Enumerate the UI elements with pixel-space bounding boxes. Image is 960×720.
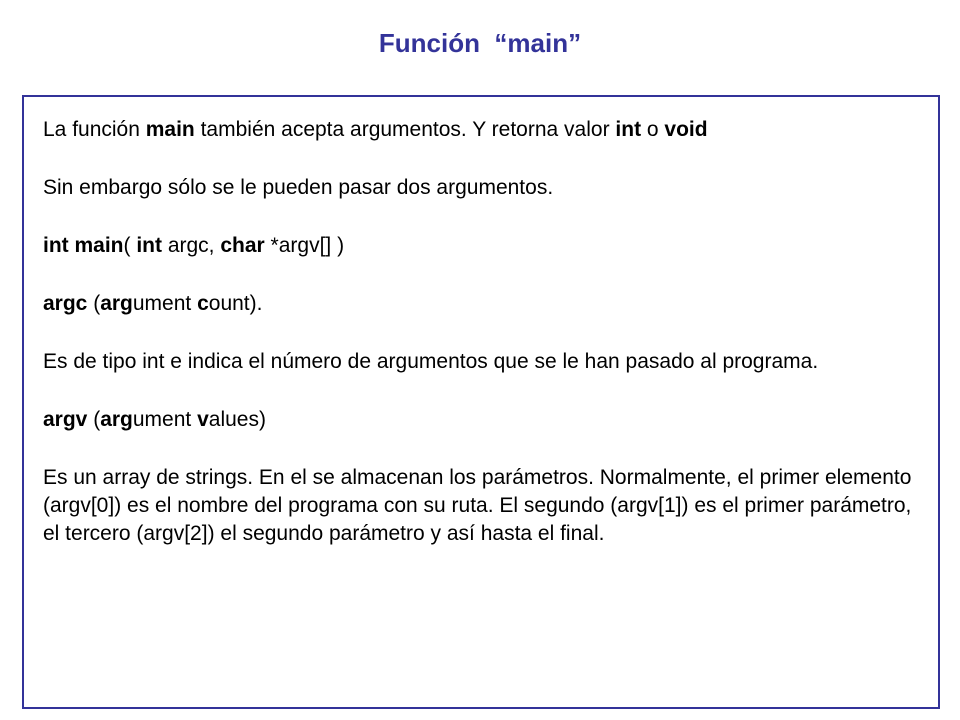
keyword-char: char bbox=[220, 234, 265, 257]
paragraph-argc bbox=[43, 290, 923, 318]
keyword-argv: argv bbox=[43, 408, 88, 431]
paragraph-argv-desc: Es un array de strings. En el se almacenan los parámetros. Normalmente, el primer elemento (argv[0]) es el nombre del programa con su ruta. El segundo (argv[1]) es el primer parámetro, el tercero (argv[2]) el segundo parámetro y así hasta el final. bbox=[43, 466, 912, 545]
keyword-void: void bbox=[664, 118, 708, 141]
emphasis-c: c bbox=[197, 292, 209, 315]
text-segment: ument bbox=[132, 292, 198, 315]
text-segment: o bbox=[641, 118, 665, 141]
keyword-int: int bbox=[136, 234, 162, 257]
text-segment: alues) bbox=[208, 408, 266, 431]
text-segment: La función bbox=[43, 118, 146, 141]
paragraph-argc-desc: Es de tipo int e indica el número de argumentos que se le han pasado al programa. bbox=[43, 350, 819, 373]
emphasis-arg: arg bbox=[100, 292, 133, 315]
keyword-argc: argc bbox=[43, 292, 88, 315]
paragraph-argv bbox=[43, 406, 923, 434]
text-segment: ument bbox=[132, 408, 198, 431]
paragraph-main-args bbox=[43, 116, 923, 144]
paragraph-two-args: Sin embargo sólo se le pueden pasar dos argumentos. bbox=[43, 176, 554, 199]
slide-content bbox=[43, 116, 923, 578]
slide-title: Función “main” bbox=[378, 28, 582, 58]
text-segment: ( bbox=[87, 292, 101, 315]
text-segment: ( bbox=[87, 408, 101, 431]
keyword-int: int bbox=[615, 118, 642, 141]
keyword-main: main bbox=[145, 118, 195, 141]
text-segment: ( bbox=[123, 234, 137, 257]
text-segment: también acepta argumentos. Y retorna valor bbox=[194, 118, 616, 141]
paragraph-signature bbox=[43, 232, 923, 260]
text-segment: *argv[] ) bbox=[264, 234, 345, 257]
text-segment: ount). bbox=[208, 292, 263, 315]
emphasis-v: v bbox=[197, 408, 209, 431]
text-segment: argc, bbox=[162, 234, 221, 257]
keyword-int-main: int main bbox=[43, 234, 124, 257]
emphasis-arg: arg bbox=[100, 408, 133, 431]
